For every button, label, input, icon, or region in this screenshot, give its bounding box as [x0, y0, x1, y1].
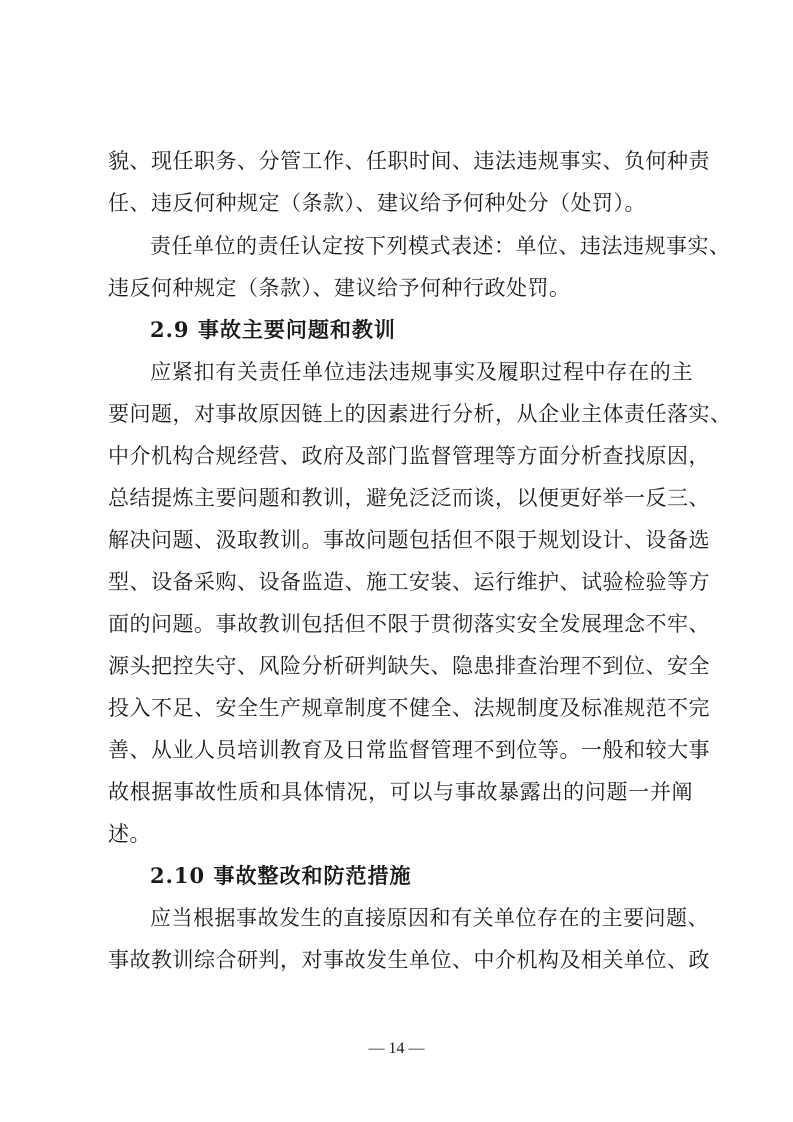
body-text-line: 要问题，对事故原因链上的因素进行分析，从企业主体责任落实、 [108, 402, 732, 426]
body-text-line: 源头把控失守、风险分析研判缺失、隐患排查治理不到位、安全 [108, 654, 710, 678]
section-heading: 2.10 事故整改和防范措施 [150, 863, 412, 888]
section-heading: 2.9 事故主要问题和教训 [150, 317, 396, 342]
body-text-line: 故根据事故性质和具体情况，可以与事故暴露出的问题一并阐 [108, 780, 693, 804]
body-text-line: 任、违反何种规定（条款）、建议给予何种处分（处罚）。 [108, 191, 646, 215]
page-number: — 14 — [368, 1040, 425, 1057]
body-text-line: 貌、现任职务、分管工作、任职时间、违法违规事实、负何种责 [108, 149, 710, 173]
body-text-line: 事故教训综合研判，对事故发生单位、中介机构及相关单位、政 [108, 948, 710, 972]
body-text-line: 型、设备采购、设备监造、施工安装、运行维护、试验检验等方 [108, 570, 710, 594]
body-text-line: 解决问题、汲取教训。事故问题包括但不限于规划设计、设备选 [108, 528, 710, 552]
body-text-line: 中介机构合规经营、政府及部门监督管理等方面分析查找原因， [108, 444, 710, 468]
body-text-line: 应紧扣有关责任单位违法违规事实及履职过程中存在的主 [150, 360, 693, 384]
body-text-line: 违反何种规定（条款）、建议给予何种行政处罚。 [108, 276, 571, 300]
body-text-line: 应当根据事故发生的直接原因和有关单位存在的主要问题、 [150, 906, 709, 930]
body-text-line: 述。 [108, 822, 151, 846]
body-text-line: 总结提炼主要问题和教训，避免泛泛而谈，以便更好举一反三、 [108, 486, 710, 510]
body-text-line: 善、从业人员培训教育及日常监督管理不到位等。一般和较大事 [108, 738, 710, 762]
body-text-line: 面的问题。事故教训包括但不限于贯彻落实安全发展理念不牢、 [108, 612, 710, 636]
body-text-line: 责任单位的责任认定按下列模式表述：单位、违法违规事实、 [150, 234, 731, 258]
body-text-line: 投入不足、安全生产规章制度不健全、法规制度及标准规范不完 [108, 696, 710, 720]
